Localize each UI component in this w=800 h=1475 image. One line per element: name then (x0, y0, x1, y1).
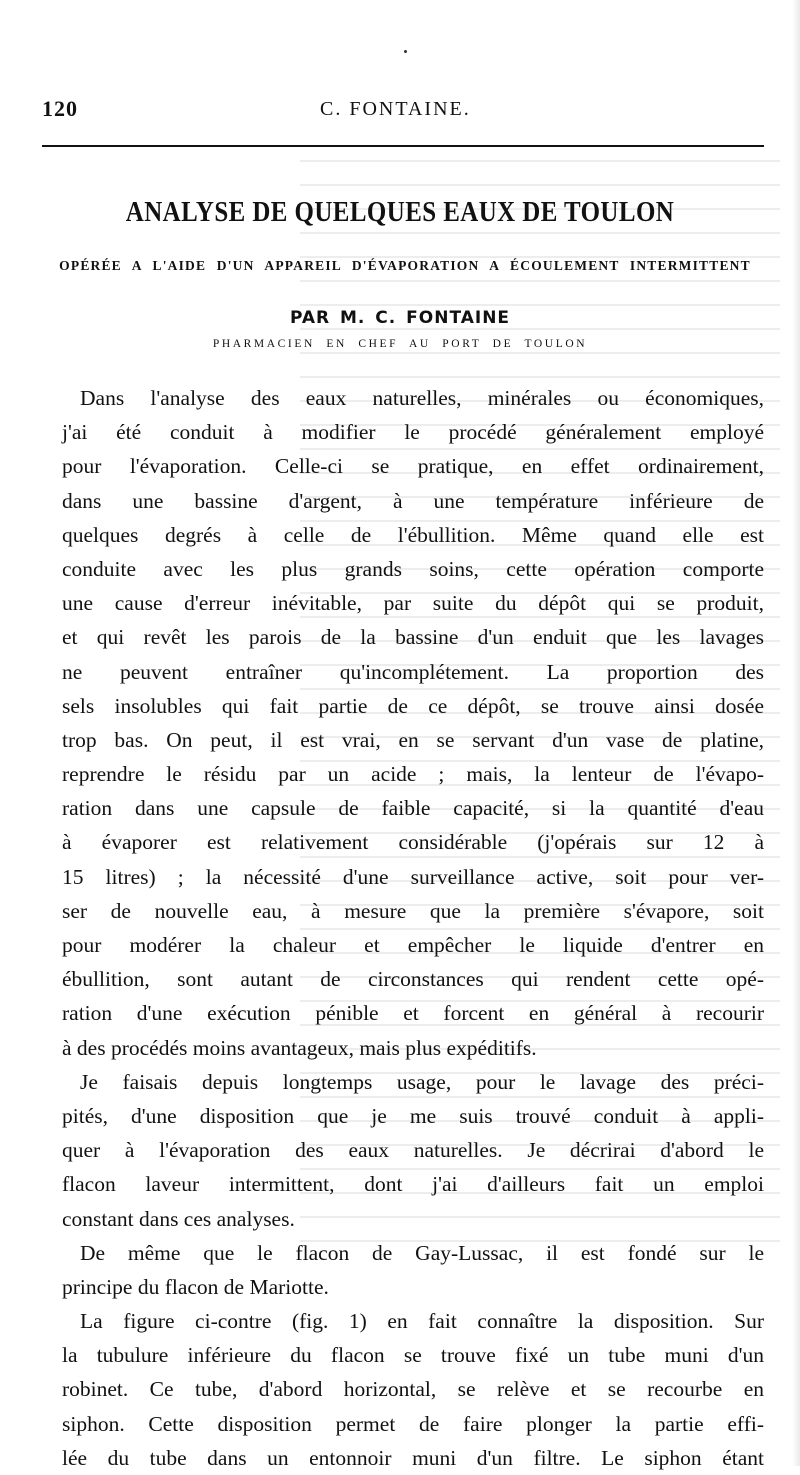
text-line: 15 litres) ; la nécessité d'une surveillance active, soit pour ver- (62, 864, 764, 889)
text-line: ne peuvent entraîner qu'incomplétement. La proportion des (62, 659, 764, 684)
page-edge-shadow (792, 0, 800, 1466)
text-line: principe du flacon de Mariotte. (62, 1274, 329, 1299)
article-title: ANALYSE DE QUELQUES EAUX DE TOULON (125, 196, 675, 228)
author-byline: PAR M. C. FONTAINE (289, 308, 511, 328)
body-text (62, 381, 764, 1475)
text-line: une cause d'erreur inévitable, par suite du dépôt qui se produit, (62, 591, 764, 616)
text-line: à évaporer est relativement considérable (j'opérais sur 12 à (62, 830, 764, 855)
author-affiliation: PHARMACIEN EN CHEF AU PORT DE TOULON (212, 338, 588, 350)
text-line: lée du tube dans un entonnoir muni d'un filtre. Le siphon étant (62, 1445, 764, 1470)
text-line: Dans l'analyse des eaux naturelles, minérales ou économiques, (80, 386, 764, 410)
text-line: et qui revêt les parois de la bassine d'un enduit que les lavages (62, 625, 764, 650)
text-line: j'ai été conduit à modifier le procédé généralement employé (62, 420, 764, 445)
text-line: conduite avec les plus grands soins, cette opération comporte (62, 556, 764, 581)
text-line: reprendre le résidu par un acide ; mais, la lenteur de l'évapo- (62, 762, 764, 787)
text-line: robinet. Ce tube, d'abord horizontal, se relève et se recourbe en (62, 1377, 764, 1402)
text-line: quelques degrés à celle de l'ébullition. Même quand elle est (62, 522, 764, 547)
text-line: quer à l'évaporation des eaux naturelles. Je décrirai d'abord le (62, 1138, 764, 1163)
text-line: De même que le flacon de Gay-Lussac, il est fondé sur le (80, 1240, 764, 1265)
text-line: ébullition, sont autant de circonstances qui rendent cette opé- (62, 967, 764, 992)
text-line: dans une bassine d'argent, à une température inférieure de (62, 488, 764, 513)
article-subtitle: OPÉRÉE A L'AIDE D'UN APPAREIL D'ÉVAPORATION A ÉCOULEMENT INTERMITTENT (59, 258, 751, 273)
running-header (42, 96, 762, 126)
ink-speck (404, 50, 407, 53)
text-line: pour l'évaporation. Celle-ci se pratique, en effet ordinairement, (62, 454, 764, 479)
text-line: flacon laveur intermittent, dont j'ai d'ailleurs fait un emploi (62, 1172, 764, 1197)
text-line: Je faisais depuis longtemps usage, pour le lavage des préci- (80, 1069, 764, 1094)
text-line: sels insolubles qui fait partie de ce dépôt, se trouve ainsi dosée (62, 693, 764, 718)
text-line: siphon. Cette disposition permet de faire plonger la partie effi- (62, 1411, 764, 1436)
text-line: à des procédés moins avantageux, mais plus expéditifs. (62, 1035, 537, 1060)
text-line: ration d'une exécution pénible et forcent en général à recourir (62, 1001, 764, 1026)
text-line: trop bas. On peut, il est vrai, en se servant d'un vase de platine, (62, 727, 764, 752)
text-line: ration dans une capsule de faible capacité, si la quantité d'eau (62, 796, 764, 821)
text-line: constant dans ces analyses. (62, 1206, 295, 1231)
text-line: pités, d'une disposition que je me suis trouvé conduit à appli- (62, 1103, 764, 1128)
text-line: ser de nouvelle eau, à mesure que la première s'évapore, soit (62, 898, 764, 923)
header-rule (42, 145, 764, 147)
text-line: pour modérer la chaleur et empêcher le liquide d'entrer en (62, 933, 764, 957)
text-line: la tubulure inférieure du flacon se trouve fixé un tube muni d'un (62, 1343, 764, 1368)
running-title: C. FONTAINE. (320, 98, 471, 120)
page-number: 120 (42, 96, 78, 121)
text-line: La figure ci-contre (fig. 1) en fait connaître la disposition. Sur (80, 1309, 764, 1334)
